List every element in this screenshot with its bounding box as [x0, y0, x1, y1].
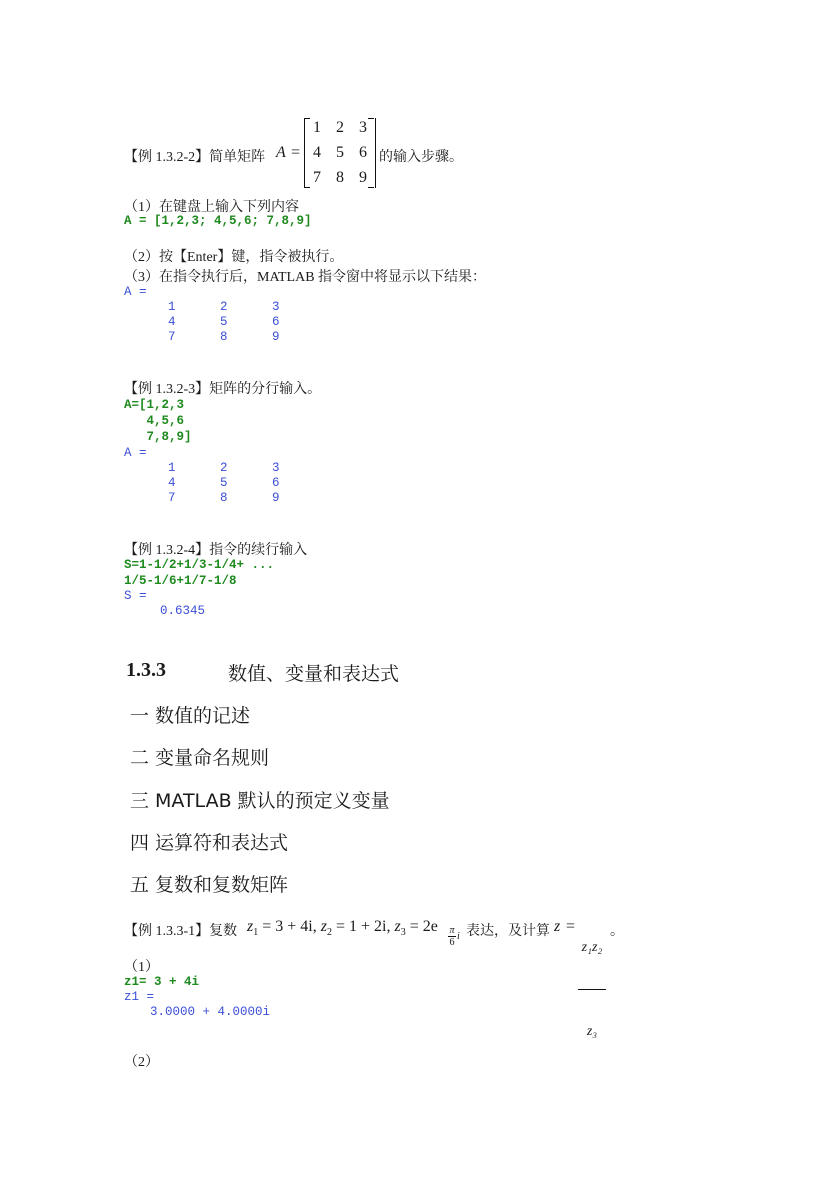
code-line: 1/5-1/6+1/7-1/8 — [124, 574, 237, 588]
example-title-suffix: 的输入步骤。 — [379, 150, 463, 165]
output-row: 4 5 6 — [168, 476, 280, 490]
output-row: 4 5 6 — [168, 315, 280, 329]
subsection-heading: 二 变量命名规则 — [130, 747, 270, 769]
output-value: 3.0000 + 4.0000i — [150, 1005, 271, 1019]
output-label: S = — [124, 589, 147, 603]
matrix-cell: 3 — [359, 119, 367, 136]
equals-sign: = — [291, 144, 301, 161]
section-title: 数值、变量和表达式 — [228, 663, 400, 685]
code-line: A=[1,2,3 — [124, 398, 185, 412]
output-row: 1 2 3 — [168, 300, 280, 314]
matrix-cell: 1 — [313, 119, 321, 136]
code-line: 4,5,6 — [124, 414, 185, 428]
example-title-prefix: 【例 1.3.2-2】简单矩阵 — [124, 150, 266, 165]
exponent-fraction: π 6 i — [449, 925, 460, 948]
matrix-var: A — [276, 144, 286, 161]
step-2: （2） — [124, 1055, 159, 1070]
example-title-prefix: 【例 1.3.3-1】复数 — [124, 924, 238, 939]
code-input: z1= 3 + 4i — [124, 975, 200, 989]
output-row: 1 2 3 — [168, 461, 280, 475]
matrix-cell: 9 — [359, 169, 367, 186]
section-number: 1.3.3 — [126, 659, 166, 681]
step-1: （1）在键盘上输入下列内容 — [124, 200, 299, 215]
equals-sign: = — [566, 918, 576, 935]
step-1: （1） — [124, 960, 159, 975]
matrix-cell: 7 — [313, 169, 321, 186]
subsection-heading: 三 MATLAB 默认的预定义变量 — [130, 790, 390, 812]
result-fraction: z₁z₂ z₃ — [578, 908, 606, 1072]
matrix-cell: 8 — [336, 169, 344, 186]
output-label: z1 = — [124, 990, 155, 1004]
code-line: S=1-1/2+1/3-1/4+ ... — [124, 558, 275, 572]
output-label: A = — [124, 285, 147, 299]
example-title-mid: 表达，及计算 — [466, 924, 550, 939]
step-3: （3）在指令执行后，MATLAB 指令窗中将显示以下结果： — [124, 270, 487, 285]
example-title-end: 。 — [610, 924, 624, 939]
matrix-cell: 4 — [313, 144, 321, 161]
result-var: z — [554, 918, 561, 935]
complex-definitions: $z_1 = 3 + 4i$, $z_2 = 1 + 2i$, $z_3 = 2e$ — [247, 918, 438, 939]
output-row: 7 8 9 — [168, 491, 280, 505]
subsection-heading: 五 复数和复数矩阵 — [130, 874, 289, 896]
code-line: 7,8,9] — [124, 430, 192, 444]
matrix-cell: 5 — [336, 144, 344, 161]
matrix-cell: 2 — [336, 119, 344, 136]
subsection-heading: 一 数值的记述 — [130, 705, 251, 727]
step-2: （2）按【Enter】键，指令被执行。 — [124, 250, 344, 265]
example-title: 【例 1.3.2-3】矩阵的分行输入。 — [124, 382, 322, 397]
example-title: 【例 1.3.2-4】指令的续行输入 — [124, 543, 308, 558]
output-row: 7 8 9 — [168, 330, 280, 344]
subsection-heading: 四 运算符和表达式 — [130, 832, 289, 854]
matrix-cell: 6 — [359, 144, 367, 161]
output-value: 0.6345 — [160, 604, 206, 618]
output-label: A = — [124, 446, 147, 460]
code-input: A = [1,2,3; 4,5,6; 7,8,9] — [124, 214, 312, 228]
